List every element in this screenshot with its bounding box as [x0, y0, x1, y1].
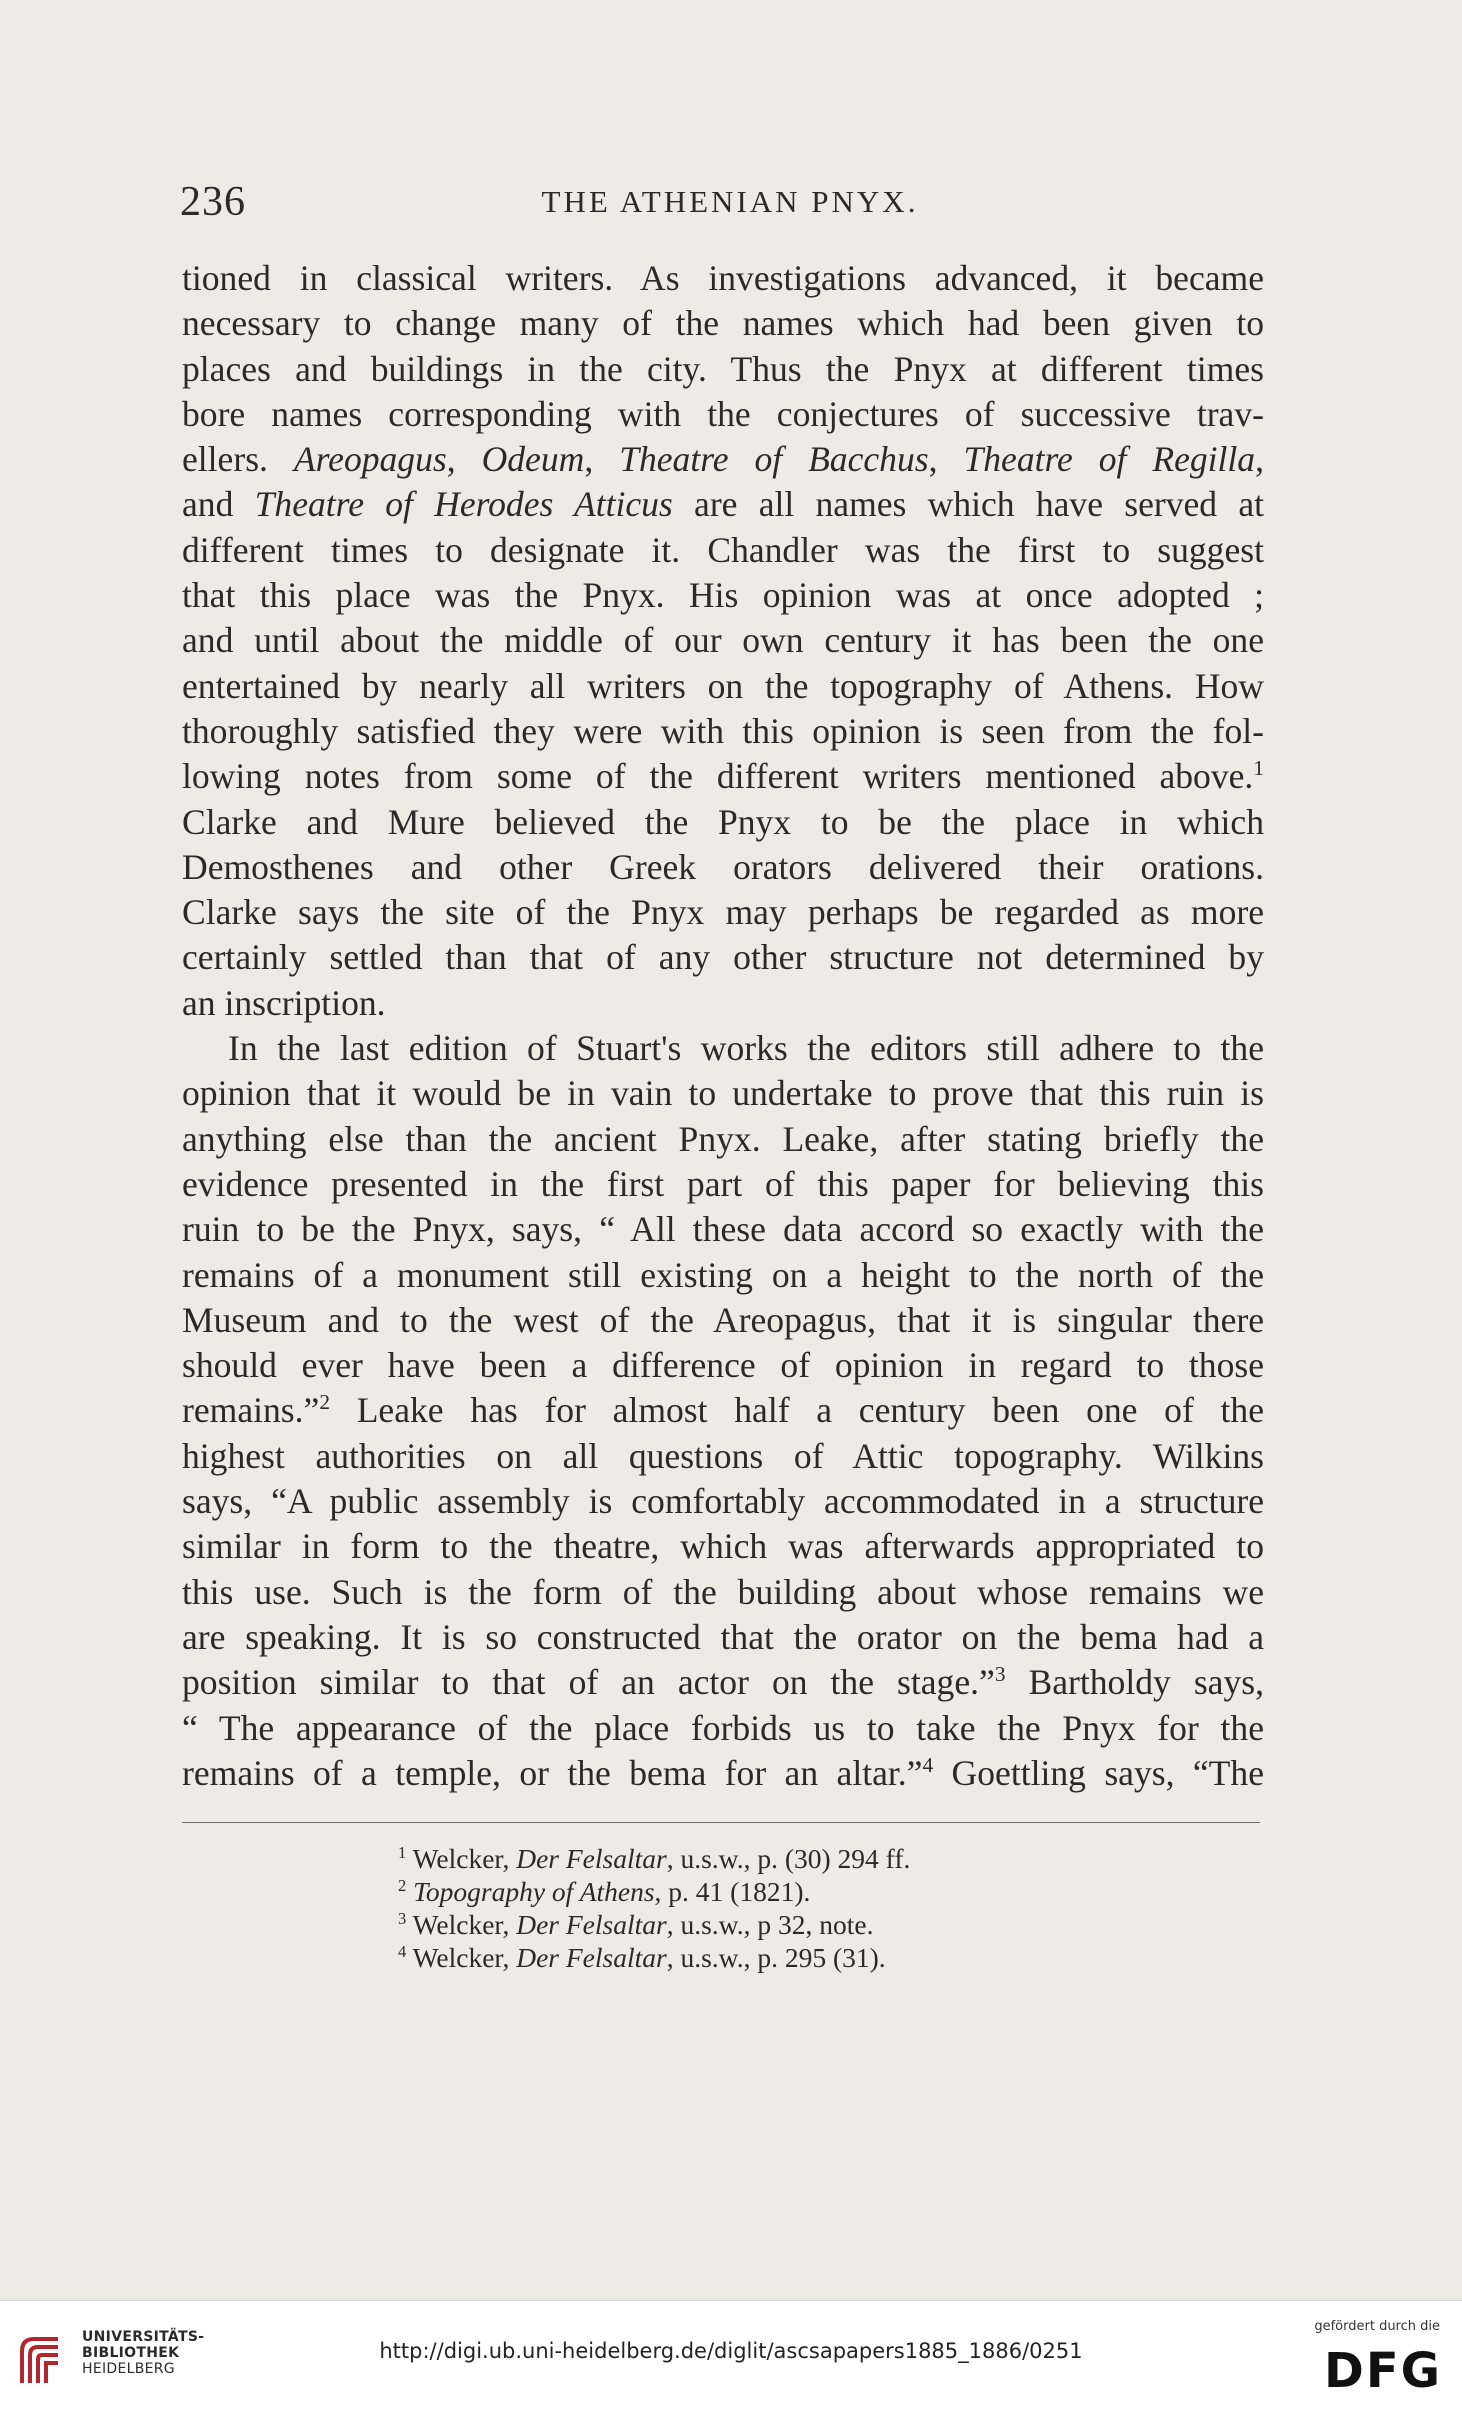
text-line: opinion that it would be in vain to undertake to prove that this ruin is [182, 1073, 1264, 1114]
running-title: THE ATHENIAN PNYX. [541, 184, 919, 219]
text-line: evidence presented in the first part of this paper for believing this [182, 1163, 1264, 1204]
text-line: In the last edition of Stuart's works the editors still adhere to the [228, 1028, 1264, 1069]
text-line: remains.”$^2$ Leake has for almost half a century been one of the [182, 1390, 1264, 1431]
note-ref: 4 [922, 1752, 934, 1777]
text-line: highest authorities on all questions of Attic topography. Wilkins [182, 1435, 1264, 1476]
note-ref: 3 [994, 1662, 1006, 1687]
text-line: position similar to that of an actor on the stage.”$^3$ Bartholdy says, [182, 1662, 1264, 1703]
text-line: and Theatre of Herodes Atticus are all names which have served at [182, 484, 1264, 525]
text-line: are speaking. It is so constructed that the orator on the bema had a [182, 1616, 1264, 1657]
page-number: 236 [180, 179, 246, 225]
text-line: says, “A public assembly is comfortably accommodated in a structure [182, 1481, 1264, 1522]
note-ref: 2 [319, 1390, 330, 1415]
running-head [180, 178, 1280, 228]
viewer-footer [0, 2300, 1462, 2411]
text-line: Clarke says the site of the Pnyx may perhaps be regarded as more [182, 892, 1264, 933]
text-line: “ The appearance of the place forbids us to take the Pnyx for the [182, 1707, 1264, 1748]
footnote: $^1$ Welcker, Der Felsaltar, u.s.w., p. (30) 294 ff. [398, 1843, 911, 1874]
text-line: Demosthenes and other Greek orators delivered their orations. [182, 846, 1264, 887]
footnote: $^2$ Topography of Athens, p. 41 (1821). [398, 1876, 811, 1907]
footnotes [398, 1842, 1098, 1974]
footnote-rule [182, 1822, 1260, 1823]
text-line: lowing notes from some of the different writers mentioned above.$^1$ [182, 756, 1264, 797]
library-name: UNIVERSITÄTS- BIBLIOTHEK HEIDELBERG [82, 2329, 205, 2377]
permalink-url[interactable]: http://digi.ub.uni-heidelberg.de/diglit/ascsapapers1885_1886/0251 [379, 2339, 1083, 2363]
text-line: similar in form to the theatre, which was afterwards appropriated to [182, 1526, 1264, 1567]
text-line: remains of a monument still existing on a height to the north of the [182, 1254, 1264, 1295]
text-line: bore names corresponding with the conjectures of successive trav- [182, 393, 1264, 434]
text-line: should ever have been a difference of opinion in regard to those [182, 1345, 1264, 1386]
text-line: entertained by nearly all writers on the topography of Athens. How [182, 665, 1264, 706]
dfg-logo-icon: DFG [1323, 2343, 1442, 2399]
text-line: Clarke and Mure believed the Pnyx to be the place in which [182, 801, 1264, 842]
text-line: tioned in classical writers. As investigations advanced, it became [182, 258, 1264, 298]
note-ref: 1 [1253, 756, 1264, 781]
text-line: anything else than the ancient Pnyx. Leake, after stating briefly the [182, 1118, 1264, 1159]
text-line: necessary to change many of the names which had been given to [182, 303, 1264, 344]
text-line: that this place was the Pnyx. His opinion was at once adopted ; [182, 575, 1264, 616]
footnote: $^4$ Welcker, Der Felsaltar, u.s.w., p. 295 (31). [398, 1942, 886, 1973]
funder-label: gefördert durch die [1314, 2319, 1440, 2334]
text-line: and until about the middle of our own century it has been the one [182, 620, 1264, 661]
text-line: Museum and to the west of the Areopagus, that it is singular there [182, 1299, 1264, 1340]
text-line: different times to designate it. Chandler was the first to suggest [182, 529, 1264, 570]
text-line: an inscription. [182, 982, 386, 1023]
text-line: certainly settled than that of any other structure not determined by [182, 937, 1264, 978]
text-line: places and buildings in the city. Thus the Pnyx at different times [182, 348, 1264, 389]
text-line: remains of a temple, or the bema for an altar.”$^4$ Goettling says, “The [182, 1752, 1264, 1793]
text-line: ellers. Areopagus, Odeum, Theatre of Bacchus, Theatre of Regilla, [182, 439, 1264, 480]
text-line: ruin to be the Pnyx, says, “ All these data accord so exactly with the [182, 1209, 1264, 1250]
body-text [182, 256, 1264, 1796]
footnote: $^3$ Welcker, Der Felsaltar, u.s.w., p 32, note. [398, 1909, 874, 1940]
text-line: this use. Such is the form of the building about whose remains we [182, 1571, 1264, 1612]
text-line: thoroughly satisfied they were with this opinion is seen from the fol- [182, 710, 1264, 751]
